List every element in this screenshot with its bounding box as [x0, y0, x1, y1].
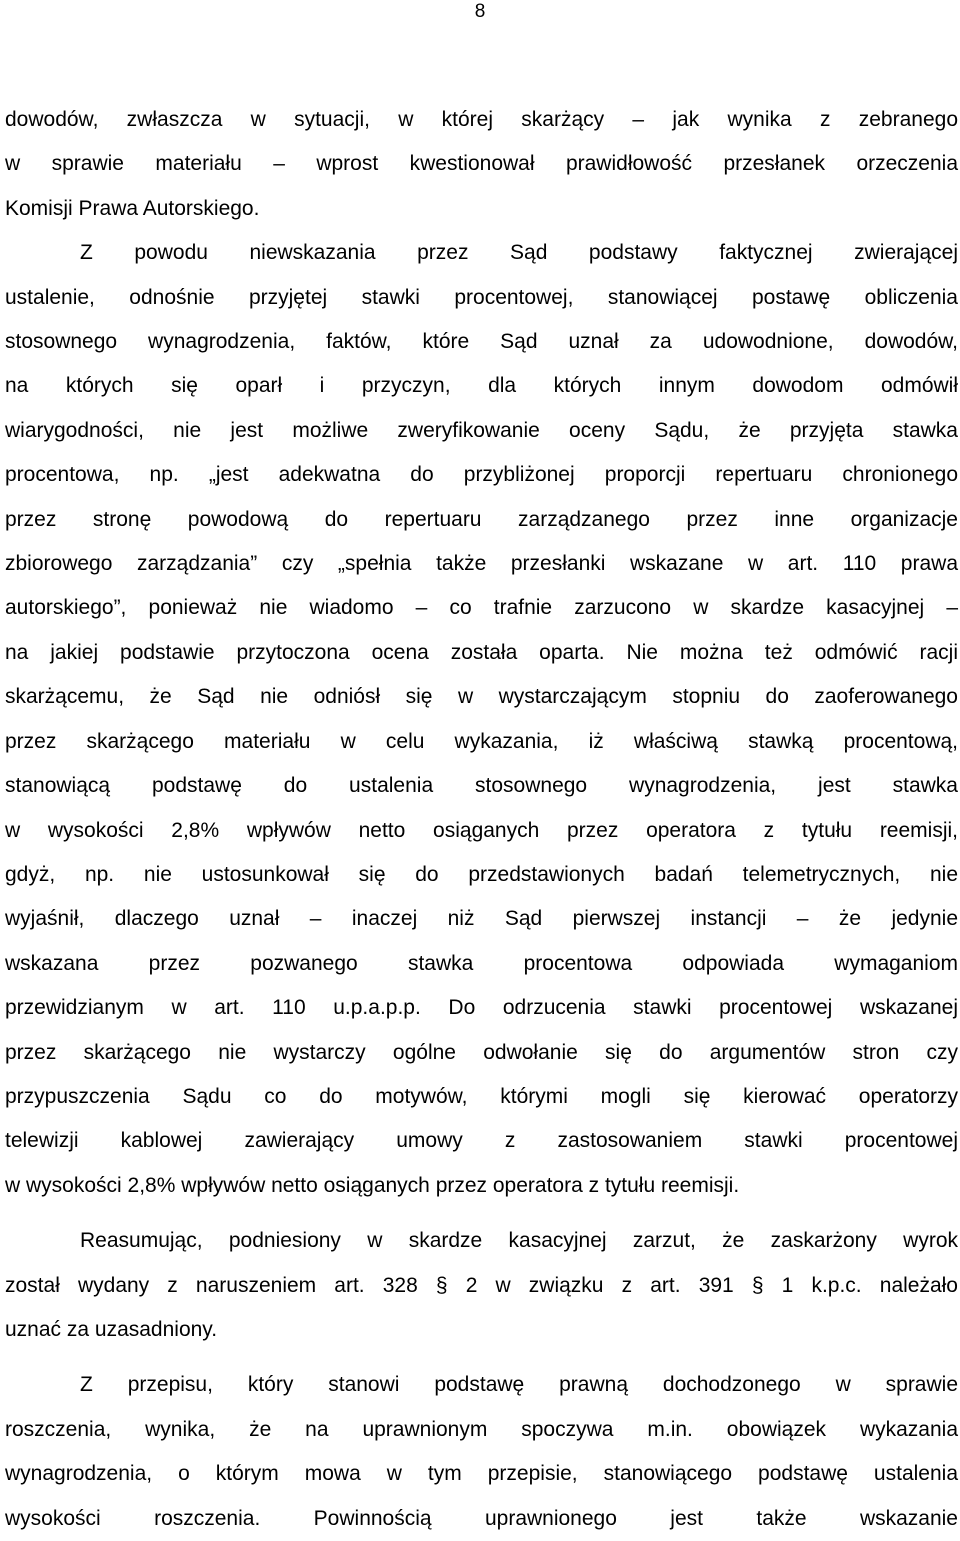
text-line: w wysokości 2,8% wpływów netto osiąganych przez operatora z tytułu reemisji.: [5, 1173, 740, 1197]
text-line: na jakiej podstawie przytoczona ocena została oparta. Nie można też odmówić racji: [5, 640, 958, 664]
text-line: został wydany z naruszeniem art. 328 § 2 w związku z art. 391 § 1 k.p.c. należało: [5, 1273, 958, 1297]
text-line: w sprawie materiału – wprost kwestionował prawidłowość przesłanek orzeczenia: [5, 152, 958, 176]
text-line: procentowa, np. „jest adekwatna do przybliżonej proporcji repertuaru chronionego: [5, 463, 958, 487]
text-line: gdyż, np. nie ustosunkował się do przedstawionych badań telemetrycznych, nie: [5, 862, 958, 886]
text-line: Komisji Prawa Autorskiego.: [5, 196, 260, 220]
text-line: dowodów, zwłaszcza w sytuacji, w której skarżący – jak wynika z zebranego: [5, 108, 958, 131]
text-line: przypuszczenia Sądu co do motywów, którymi mogli się kierować operatorzy: [5, 1084, 958, 1108]
text-line: autorskiego”, ponieważ nie wiadomo – co trafnie zarzucono w skardze kasacyjnej –: [5, 596, 958, 620]
text-line: zbiorowego zarządzania” czy „spełnia także przesłanki wskazane w art. 110 prawa: [5, 552, 958, 576]
text-line: Reasumując, podniesiony w skardze kasacyjnej zarzut, że zaskarżony wyrok: [80, 1229, 958, 1253]
text-line: przewidzianym w art. 110 u.p.a.p.p. Do odrzucenia stawki procentowej wskazanej: [5, 996, 958, 1020]
text-line: stanowiącą podstawę do ustalenia stosownego wynagrodzenia, jest stawka: [5, 774, 958, 798]
page-number: 8: [474, 1, 486, 22]
text-line: wysokości roszczenia. Powinnością uprawnionego jest także wskazanie: [5, 1506, 958, 1530]
document-body: [5, 98, 958, 1541]
paragraph-gap: [5, 1352, 958, 1363]
text-line: wiarygodności, nie jest możliwe zweryfikowanie oceny Sądu, że przyjęta stawka: [5, 418, 958, 442]
text-line: stosownego wynagrodzenia, faktów, które Sąd uznał za udowodnione, dowodów,: [5, 330, 958, 354]
text-line: Z powodu niewskazania przez Sąd podstawy faktycznej zwierającej: [80, 241, 958, 265]
text-line: przez skarżącego materiału w celu wykazania, iż właściwą stawką procentową,: [5, 729, 958, 753]
text-line: w wysokości 2,8% wpływów netto osiąganych przez operatora z tytułu reemisji,: [5, 818, 958, 842]
text-line: na których się oparł i przyczyn, dla których innym dowodom odmówił: [5, 374, 958, 398]
text-line: skarżącemu, że Sąd nie odniósł się w wystarczającym stopniu do zaoferowanego: [5, 685, 958, 709]
text-line: roszczenia, wynika, że na uprawnionym spoczywa m.in. obowiązek wykazania: [5, 1417, 958, 1441]
text-line: wskazana przez pozwanego stawka procentowa odpowiada wymaganiom: [5, 951, 958, 975]
text-line: telewizji kablowej zawierający umowy z zastosowaniem stawki procentowej: [5, 1129, 958, 1153]
text-line: przez skarżącego nie wystarczy ogólne odwołanie się do argumentów stron czy: [5, 1040, 958, 1064]
text-line: ustalenie, odnośnie przyjętej stawki procentowej, stanowiącej postawę obliczenia: [5, 285, 958, 309]
text-line: wynagrodzenia, o którym mowa w tym przepisie, stanowiącego podstawę ustalenia: [5, 1462, 958, 1486]
text-line: Z przepisu, który stanowi podstawę prawną dochodzonego w sprawie: [80, 1373, 958, 1397]
text-line: przez stronę powodową do repertuaru zarządzanego przez inne organizacje: [5, 507, 958, 531]
text-line: uznać za uzasadniony.: [5, 1317, 218, 1341]
text-line: wyjaśnił, dlaczego uznał – inaczej niż Sąd pierwszej instancji – że jedynie: [5, 907, 958, 931]
paragraph-gap: [5, 1208, 958, 1219]
